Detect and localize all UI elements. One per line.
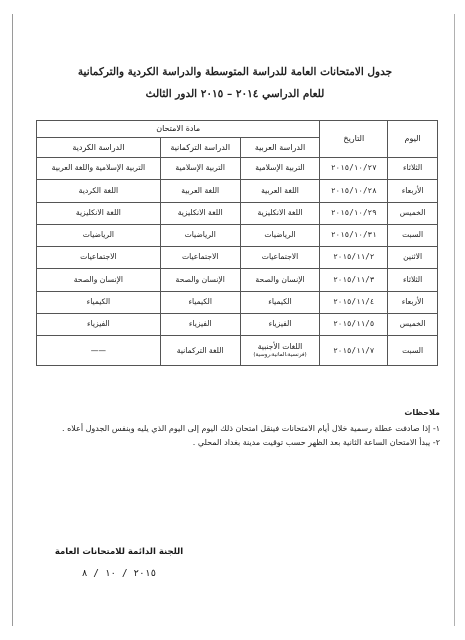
date-cell: ٢٠١٥/١١/٥ [320,314,388,336]
date-cell: ٢٠١٥/١٠/٣١ [320,224,388,246]
arabic-subject-cell: اللغة الانكليزية [240,202,320,224]
day-cell: الأربعاء [388,291,438,313]
arabic-subject-text: اللغات الأجنبية [257,342,303,352]
day-cell: الخميس [388,314,438,336]
day-cell: الخميس [388,202,438,224]
date-cell: ٢٠١٥/١١/٣ [320,269,388,291]
exam-schedule-table [36,120,438,366]
kurdish-subject-cell: الإنسان والصحة [37,269,161,291]
turkmen-subject-cell: التربية الإسلامية [160,158,240,180]
table-row [37,269,438,291]
header-arabic: الدراسة العربية [240,138,320,158]
arabic-subject-cell: اللغة العربية [240,180,320,202]
day-cell: الثلاثاء [388,269,438,291]
date-cell: ٢٠١٥/١١/٢ [320,247,388,269]
turkmen-subject-cell: الفيزياء [160,314,240,336]
kurdish-subject-cell: الاجتماعيات [37,247,161,269]
arabic-subject-cell: الاجتماعيات [240,247,320,269]
table-row [37,336,438,366]
table-row [37,224,438,246]
day-cell: الثلاثاء [388,158,438,180]
table-row [37,158,438,180]
header-turkmen: الدراسة التركمانية [160,138,240,158]
date-cell: ٢٠١٥/١١/٧ [320,336,388,366]
turkmen-subject-cell: اللغة التركمانية [160,336,240,366]
notes-section [40,406,440,450]
table-row [37,314,438,336]
day-cell: الأربعاء [388,180,438,202]
notes-heading: ملاحظات [404,408,440,417]
table-row [37,291,438,313]
kurdish-subject-cell: —— [37,336,161,366]
table-row [37,180,438,202]
arabic-subject-cell: الرياضيات [240,224,320,246]
header-day: اليوم [388,121,438,158]
date-cell: ٢٠١٥/١١/٤ [320,291,388,313]
kurdish-subject-cell: الفيزياء [37,314,161,336]
kurdish-subject-cell: التربية الإسلامية واللغة العربية [37,158,161,180]
arabic-subject-cell: التربية الإسلامية [240,158,320,180]
turkmen-subject-cell: الرياضيات [160,224,240,246]
table-row [37,202,438,224]
day-cell: السبت [388,224,438,246]
document-subtitle: للعام الدراسي ٢٠١٤ – ٢٠١٥ الدور الثالث [145,88,325,100]
arabic-subject-cell: الكيمياء [240,291,320,313]
header-date: التاريخ [320,121,388,158]
date-cell: ٢٠١٥/١٠/٢٧ [320,158,388,180]
header-kurdish: الدراسة الكردية [37,138,161,158]
note-item: ١- إذا صادفت عطلة رسمية خلال أيام الامتحانات فينقل امتحان ذلك اليوم إلى اليوم الذي يليه وبنفس الجدول أعلاه . [62,424,440,433]
turkmen-subject-cell: اللغة العربية [160,180,240,202]
day-cell: الاثنين [388,247,438,269]
day-cell: السبت [388,336,438,366]
signature-date: ٢٠١٥ / ١٠ / ٨ [81,568,157,579]
kurdish-subject-cell: اللغة الكردية [37,180,161,202]
kurdish-subject-cell: الرياضيات [37,224,161,246]
turkmen-subject-cell: الكيمياء [160,291,240,313]
document-title: جدول الامتحانات العامة للدراسة المتوسطة والدراسة الكردية والتركمانية [77,66,393,78]
arabic-subject-cell: الفيزياء [240,314,320,336]
header-subject-group: مادة الامتحان [37,121,320,138]
issuing-committee: اللجنة الدائمة للامتحانات العامة [54,547,184,557]
foreign-languages-note: (فرنسية،المانية،روسية) [253,352,307,359]
arabic-subject-cell: الإنسان والصحة [240,269,320,291]
turkmen-subject-cell: الاجتماعيات [160,247,240,269]
turkmen-subject-cell: اللغة الانكليزية [160,202,240,224]
table-row [37,247,438,269]
turkmen-subject-cell: الإنسان والصحة [160,269,240,291]
date-cell: ٢٠١٥/١٠/٢٩ [320,202,388,224]
kurdish-subject-cell: الكيمياء [37,291,161,313]
note-item: ٢- يبدأ الامتحان الساعة الثانية بعد الظهر حسب توقيت مدينة بغداد المحلي . [192,438,440,447]
arabic-subject-cell [240,336,320,366]
kurdish-subject-cell: اللغة الانكليزية [37,202,161,224]
date-cell: ٢٠١٥/١٠/٢٨ [320,180,388,202]
